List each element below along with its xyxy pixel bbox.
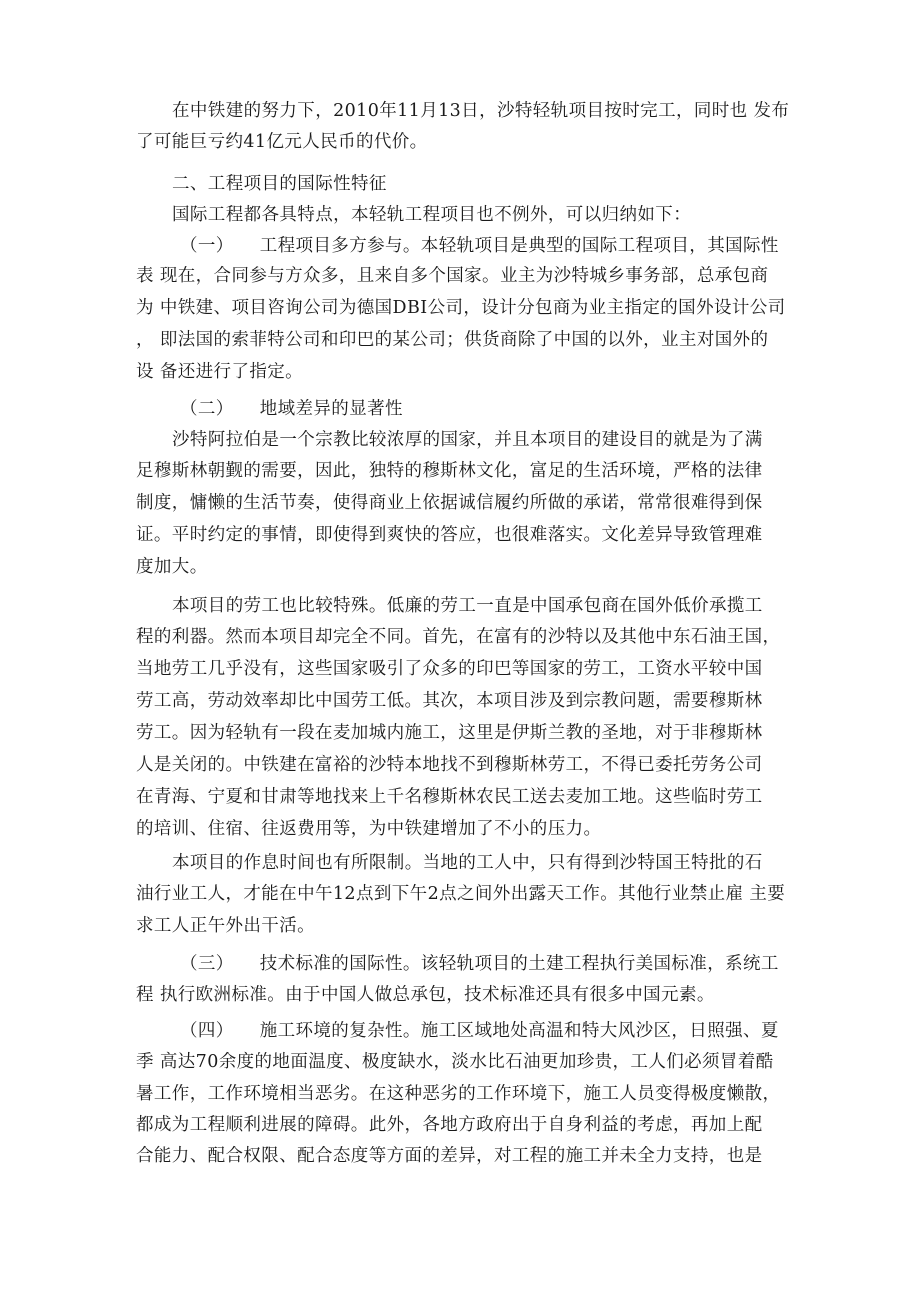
list-item-text: 施工环境的复杂性。施工区域地处高温和特大风沙区，日照强、夏 — [259, 1021, 779, 1041]
paragraph-line: 度加大。 — [136, 557, 208, 577]
paragraph-line: 本项目的作息时间也有所限制。当地的工人中，只有得到沙特国王特批的石 — [172, 853, 763, 873]
paragraph-line: 劳工高，劳动效率却比中国劳工低。其次，本项目涉及到宗教问题，需要穆斯林 — [136, 691, 763, 711]
paragraph-line: 证。平时约定的事情，即使得到爽快的答应，也很难落实。文化差异导致管理难 — [136, 525, 763, 545]
paragraph-line: 程 执行欧洲标准。由于中国人做总承包，技术标准还具有很多中国元素。 — [136, 985, 715, 1005]
paragraph-line: 在中铁建的努力下，2010年11月13日，沙特轻轨项目按时完工，同时也 发布 — [172, 101, 790, 121]
list-item-text: 工程项目多方参与。本轻轨项目是典型的国际工程项目，其国际性 — [259, 236, 779, 256]
paragraph-line: 人是关闭的。中铁建在富裕的沙特本地找不到穆斯林劳工，不得已委托劳务公司 — [136, 755, 763, 775]
paragraph-line: 当地劳工几乎没有，这些国家吸引了众多的印巴等国家的劳工，工资水平较中国 — [136, 659, 763, 679]
paragraph-line: 油行业工人，才能在中午12点到下午2点之间外出露天工作。其他行业禁止雇 主要 — [136, 884, 786, 904]
section-heading: 二、工程项目的国际性特征 — [172, 174, 387, 194]
list-marker: （一） — [180, 236, 234, 256]
paragraph-line: 暑工作，工作环境相当恶劣。在这种恶劣的工作环境下，施工人员变得极度懒散， — [136, 1084, 781, 1104]
list-marker: （三） — [180, 954, 234, 974]
paragraph-line: 制度，慵懒的生活节奏，使得商业上依据诚信履约所做的承诺，常常很难得到保 — [136, 493, 763, 513]
paragraph-line: 都成为工程顺利进展的障碍。此外，各地方政府出于自身利益的考虑，再加上配 — [136, 1115, 763, 1135]
paragraph-line: ， 即法国的索菲特公司和印巴的某公司；供货商除了中国的以外，业主对国外的 — [136, 330, 769, 350]
list-item-first-line — [180, 956, 779, 974]
paragraph-line: 季 高达70余度的地面温度、极度缺水，淡水比石油更加珍贵，工人们必须冒着酷 — [136, 1052, 774, 1072]
paragraph-line: 国际工程都各具特点，本轻轨工程项目也不例外，可以归纳如下： — [172, 205, 692, 225]
paragraph-line: 在青海、宁夏和甘肃等地找来上千名穆斯林农民工送去麦加工地。这些临时劳工 — [136, 787, 763, 807]
paragraph-line: 程的利器。然而本项目却完全不同。首先，在富有的沙特以及其他中东石油王国， — [136, 627, 781, 647]
paragraph-line: 设 备还进行了指定。 — [136, 362, 304, 382]
paragraph-line: 为 中铁建、项目咨询公司为德国DBI公司，设计分包商为业主指定的国外设计公司 — [136, 298, 786, 318]
paragraph-line: 了可能巨亏约41亿元人民币的代价。 — [136, 132, 428, 152]
paragraph-line: 本项目的劳工也比较特殊。低廉的劳工一直是中国承包商在国外低价承揽工 — [172, 596, 763, 616]
paragraph-line: 求工人正午外出干活。 — [136, 916, 315, 936]
list-marker: （四） — [180, 1021, 234, 1041]
paragraph-line: 的培训、住宿、往返费用等，为中铁建增加了不小的压力。 — [136, 819, 602, 839]
paragraph-line: 劳工。因为轻轨有一段在麦加城内施工，这里是伊斯兰教的圣地，对于非穆斯林 — [136, 723, 763, 743]
paragraph-line: 表 现在，合同参与方众多，且来自多个国家。业主为沙特城乡事务部，总承包商 — [136, 266, 769, 286]
list-item-first-line — [180, 238, 779, 256]
paragraph-line: 足穆斯林朝觐的需要，因此，独特的穆斯林文化，富足的生活环境，严格的法律 — [136, 461, 763, 481]
list-item-text: 地域差异的显著性 — [259, 399, 403, 419]
paragraph-line: 沙特阿拉伯是一个宗教比较浓厚的国家，并且本项目的建设目的就是为了满 — [172, 430, 763, 450]
list-item-text: 技术标准的国际性。该轻轨项目的土建工程执行美国标准，系统工 — [259, 954, 779, 974]
list-item-first-line — [180, 401, 403, 419]
list-item-first-line — [180, 1023, 779, 1041]
paragraph-line: 合能力、配合权限、配合态度等方面的差异，对工程的施工并未全力支持，也是 — [136, 1146, 763, 1166]
list-marker: （二） — [180, 399, 234, 419]
